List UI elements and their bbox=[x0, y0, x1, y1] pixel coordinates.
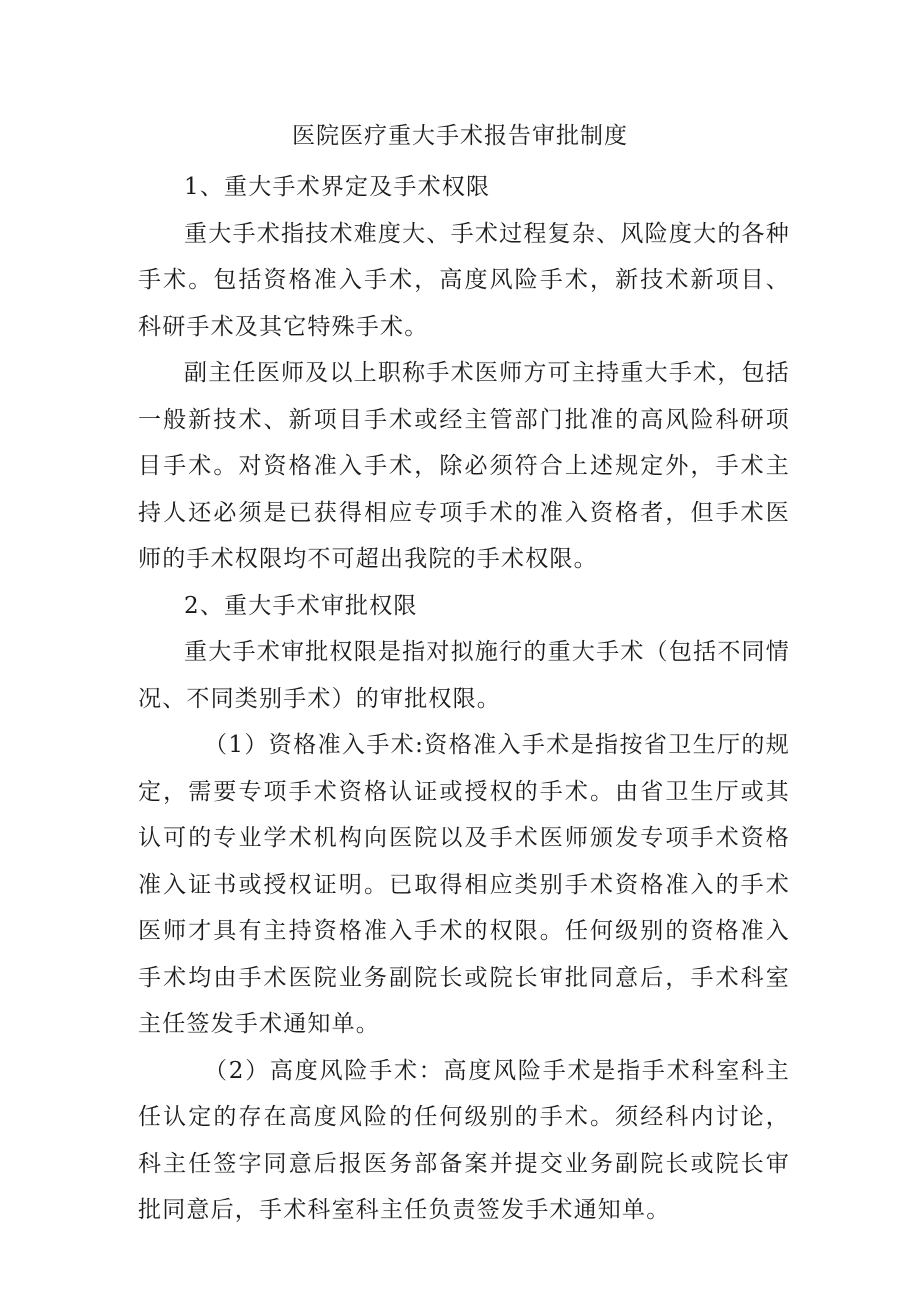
paragraph: 重大手术指技术难度大、手术过程复杂、风险度大的各种手术。包括资格准入手术，高度风险手术，新技术新项目、科研手术及其它特殊手术。 bbox=[138, 220, 790, 340]
document-body bbox=[138, 164, 790, 1234]
paragraph: 副主任医师及以上职称手术医师方可主持重大手术，包括一般新技术、新项目手术或经主管部门批准的高风险科研项目手术。对资格准入手术，除必须符合上述规定外，手术主持人还必须是已获得相应专项手术的准入资格者，但手术医师的手术权限均不可超出我院的手术权限。 bbox=[138, 360, 790, 572]
subsection-paragraph-1: （1）资格准入手术:资格准入手术是指按省卫生厅的规定，需要专项手术资格认证或授权的手术。由省卫生厅或其认可的专业学术机构向医院以及手术医师颁发专项手术资格准入证书或授权证明。已取得相应类别手术资格准入的手术医师才具有主持资格准入手术的权限。任何级别的资格准入手术均由手术医院业务副院长或院长审批同意后，手术科室主任签发手术通知单。 bbox=[138, 732, 790, 1037]
paragraph: 重大手术审批权限是指对拟施行的重大手术（包括不同情况、不同类别手术）的审批权限。 bbox=[138, 639, 790, 712]
section-heading-2: 2、重大手术审批权限 bbox=[184, 592, 418, 619]
document-title: 医院医疗重大手术报告审批制度 bbox=[292, 123, 628, 149]
subsection-paragraph-2: （2）高度风险手术：高度风险手术是指手术科室科主任认定的存在高度风险的任何级别的手术。须经科内讨论，科主任签字同意后报医务部备案并提交业务副院长或院长审批同意后，手术科室科主任负责签发手术通知单。 bbox=[138, 1057, 790, 1223]
section-heading-1: 1、重大手术界定及手术权限 bbox=[184, 174, 491, 200]
